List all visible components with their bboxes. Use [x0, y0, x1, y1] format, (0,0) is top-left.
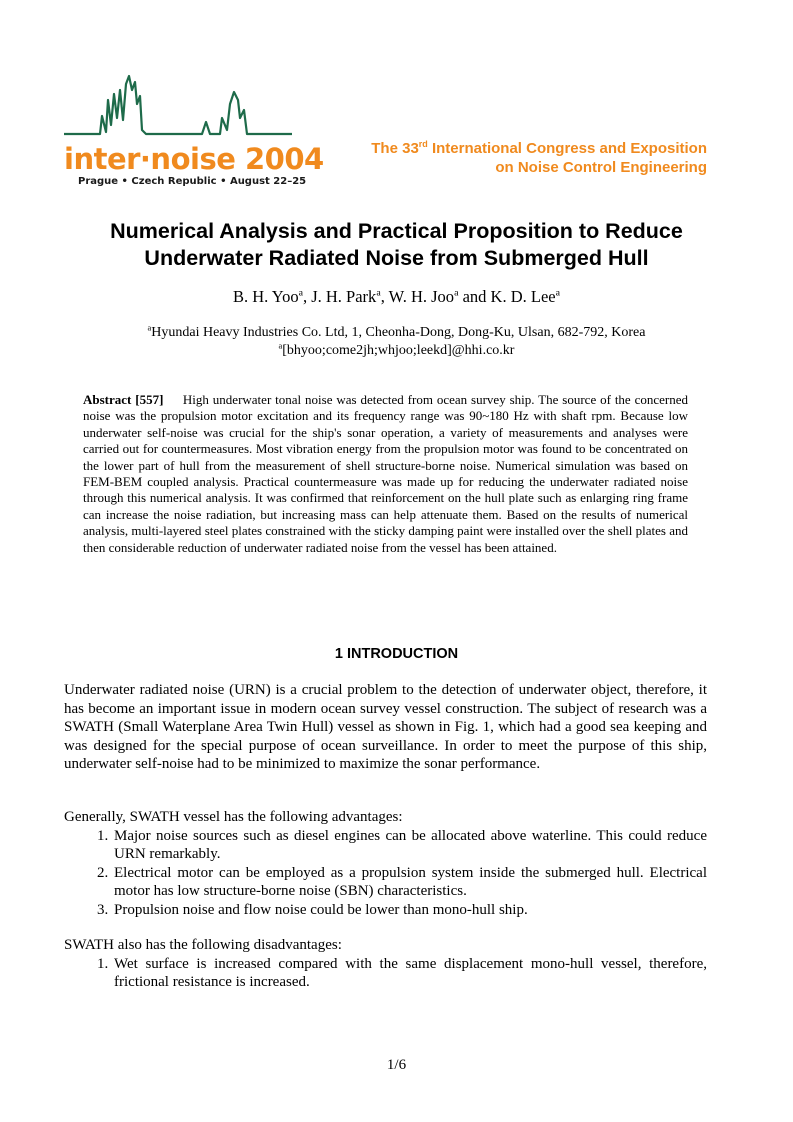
congress-header: [371, 139, 707, 177]
disadvantages-list: [64, 955, 707, 992]
author-name: K. D. Lee: [490, 287, 556, 306]
abstract-text: High underwater tonal noise was detected from ocean survey ship. The source of the concerned noise was the propulsion motor excitation and its frequency range was 90~180 Hz with shaft rpm. Because low underwater self-noise was crucial for the ship's sonar operation, a variety of measurements and analyses were carried out for countermeasures. Most vibration energy from the propulsion motor was found to be concentrated on the lower part of hull from the measurement of shell structure-borne noise. Numerical simulation was based on FEM-BEM coupled analysis. Practical countermeasure was made up for reducing the underwater radiated noise through this numerical analysis. It was confirmed that reinforcement on the hull plate such as enlarging ring frame can increase the noise radiation, but increasing mass can help attenuate them. Based on the results of numerical analysis, multi-layered steel plates constrained with the sticky damping paint were installed over the shell plates and then considerable reduction of underwater radiated noise from the vessel has been attained.: [83, 392, 689, 555]
affiliation-email: $^a$[bhyoo;come2jh;whjoo;leekd]@hhi.co.kr: [278, 341, 515, 358]
logo-wordmark: inter·noise 2004: [64, 142, 324, 176]
title-line-1: Numerical Analysis and Practical Proposition to Reduce: [110, 219, 683, 243]
advantages-intro: Generally, SWATH vessel has the following advantages:: [64, 809, 403, 825]
congress-line-1: The 33rd International Congress and Exposition: [371, 139, 707, 157]
abstract: [83, 392, 688, 556]
logo-tagline: Prague • Czech Republic • August 22–25: [78, 176, 307, 187]
advantages-block: [64, 808, 707, 919]
conference-logo: [62, 70, 324, 192]
list-item: 3. Propulsion noise and flow noise could be lower than mono-hull ship.: [112, 901, 707, 920]
author-list: B. H. Yoo$^a$, J. H. Park$^a$, W. H. Joo$^a$ and K. D. Lee$^a$: [233, 287, 560, 306]
congress-line-2: on Noise Control Engineering: [495, 159, 707, 176]
author-name: B. H. Yoo: [233, 287, 299, 306]
list-item: 2. Electrical motor can be employed as a propulsion system inside the submerged hull. Electrical motor has low structure-borne noise (SBN) characteristics.: [112, 864, 707, 901]
list-item: 1. Wet surface is increased compared with the same displacement mono-hull vessel, therefore, frictional resistance is increased.: [112, 955, 707, 992]
page-number: 1/6: [386, 1057, 407, 1073]
section-heading: 1 INTRODUCTION: [334, 646, 459, 662]
disadvantages-block: [64, 936, 707, 992]
author-name: W. H. Joo: [388, 287, 455, 306]
intro-paragraph: Underwater radiated noise (URN) is a crucial problem to the detection of underwater object, therefore, it has become an important issue in modern ocean survey vessel construction. The subject of research was a SWATH (Small Waterplane Area Twin Hull) vessel as shown in Fig. 1, which had a good sea keeping and was designed for the special purpose of ocean surveillance. In order to meet the purpose of this ship, underwater self-noise had to be minimized to maximize the sonar performance.: [64, 682, 707, 772]
city-skyline-graphic: [62, 70, 294, 150]
paper-title: [40, 218, 753, 272]
abstract-label: Abstract [557]: [83, 392, 164, 407]
title-line-2: Underwater Radiated Noise from Submerged Hull: [144, 246, 649, 270]
affiliation-org: $^a$Hyundai Heavy Industries Co. Ltd, 1, Cheonha-Dong, Dong-Ku, Ulsan, 682-792, Korea: [147, 323, 646, 340]
disadvantages-intro: SWATH also has the following disadvantages:: [64, 937, 342, 953]
author-name: J. H. Park: [311, 287, 377, 306]
affiliation: [40, 324, 753, 360]
advantages-list: [64, 827, 707, 920]
list-item: 1. Major noise sources such as diesel engines can be allocated above waterline. This could reduce URN remarkably.: [112, 827, 707, 864]
